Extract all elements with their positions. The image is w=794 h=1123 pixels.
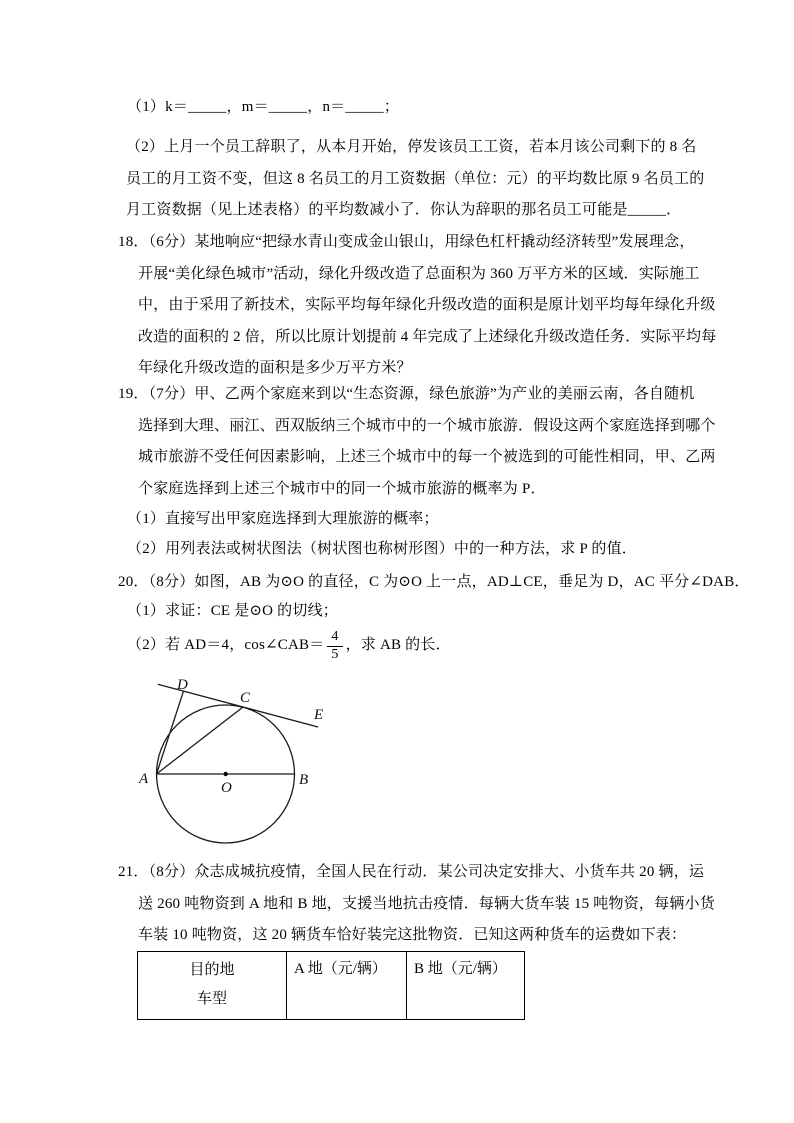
q20-intro: 20．（8分）如图，AB 为⊙O 的直径，C 为⊙O 上一点，AD⊥CE，垂足为 D，AC 平分∠DAB． (118, 574, 750, 590)
header-destination: 目的地 (189, 962, 235, 978)
fraction-numerator: 4 (327, 630, 342, 647)
q20-part1: （1）求证：CE 是⊙O 的切线； (127, 603, 338, 619)
q19-part1: （1）直接写出甲家庭选择到大理旅游的概率； (127, 511, 439, 527)
q19-line: 19．（7分）甲、乙两个家庭来到以“生态资源，绿色旅游”为产业的美丽云南，各自随机 (118, 386, 695, 402)
q18-line: 年绿化升级改造的面积是多少万平方米？ (138, 360, 412, 376)
center-point-O (224, 772, 228, 776)
label-D: D (177, 677, 188, 693)
header-vehicle-type: 车型 (196, 991, 227, 1007)
q17-part2-line: 员工的月工资不变，但这 8 名员工的月工资数据（单位：元）的平均数比原 9 名员工的 (126, 170, 705, 187)
q18-line: 改造的面积的 2 倍，所以比原计划提前 4 年完成了上述绿化升级改造任务．实际平均每 (138, 328, 717, 345)
q20-part2 (127, 626, 451, 666)
q21-line: 送 260 吨物资到 A 地和 B 地，支援当地抗击疫情．每辆大货车装 15 吨物资，每辆小货 (138, 895, 715, 912)
q18-line: 中，由于采用了新技术，实际平均每年绿化升级改造的面积是原计划平均每年绿化升级 (138, 297, 716, 313)
segment-AD (157, 692, 184, 774)
circle-tangent-figure (130, 665, 330, 851)
header-cell-location-b: B 地（元/辆） (407, 952, 525, 1020)
q18-line: 18．（6分）某地响应“把绿水青山变成金山银山，用绿色杠杆撬动经济转型”发展理念， (118, 234, 695, 250)
freight-table-header-row (138, 952, 525, 1020)
q17-part2-line: （2）上月一个员工辞职了，从本月开始，停发该员工工资，若本月该公司剩下的 8 名 (126, 139, 697, 155)
label-A: A (139, 771, 149, 787)
q17-part2-line: 月工资数据（见上述表格）的平均数减小了．你认为辞职的那名员工可能是_____． (126, 202, 682, 218)
q19-line: 选择到大理、丽江、西双版纳三个城市中的一个城市旅游．假设这两个家庭选择到哪个 (138, 417, 716, 434)
fraction-four-fifths (327, 630, 342, 662)
q21-line: 车装 10 吨物资，这 20 辆货车恰好装完这批物资．已知这两种货车的运费如下表： (138, 927, 687, 943)
q18-line: 开展“美化绿色城市”活动，绿化升级改造了总面积为 360 万平方米的区域．实际施工 (138, 265, 700, 282)
question-18 (118, 227, 717, 385)
q19-part2: （2）用列表法或树状图法（树状图也称树形图）中的一种方法，求 P 的值． (127, 541, 637, 557)
fraction-denominator: 5 (331, 646, 339, 662)
q17-part2 (126, 132, 704, 227)
q19-line: 城市旅游不受任何因素影响，上述三个城市中的每一个被选到的可能性相同，甲、乙两 (138, 449, 716, 465)
q20-part2-prefix: （2）若 AD＝4，cos∠CAB＝ (127, 637, 325, 654)
question-19 (118, 379, 716, 505)
header-cell-destination-vehicle (138, 952, 287, 1020)
label-C: C (240, 690, 251, 706)
label-B: B (299, 772, 309, 788)
question-20 (118, 567, 750, 599)
segment-AC (157, 707, 244, 774)
q17-part1-blanks: （1）k＝_____，m＝_____，n＝_____； (127, 99, 400, 115)
q19-line: 个家庭选择到上述三个城市中的同一个城市旅游的概率为 P． (138, 480, 546, 497)
q21-line: 21．（8分）众志成城抗疫情，全国人民在行动．某公司决定安排大、小货车共 20 辆，运 (118, 864, 705, 880)
q20-part2-suffix: ，求 AB 的长． (345, 637, 451, 654)
label-O: O (221, 780, 232, 796)
label-E: E (314, 707, 324, 723)
freight-cost-table (137, 951, 525, 1020)
question-21 (118, 857, 715, 952)
header-cell-location-a: A 地（元/辆） (287, 952, 407, 1020)
